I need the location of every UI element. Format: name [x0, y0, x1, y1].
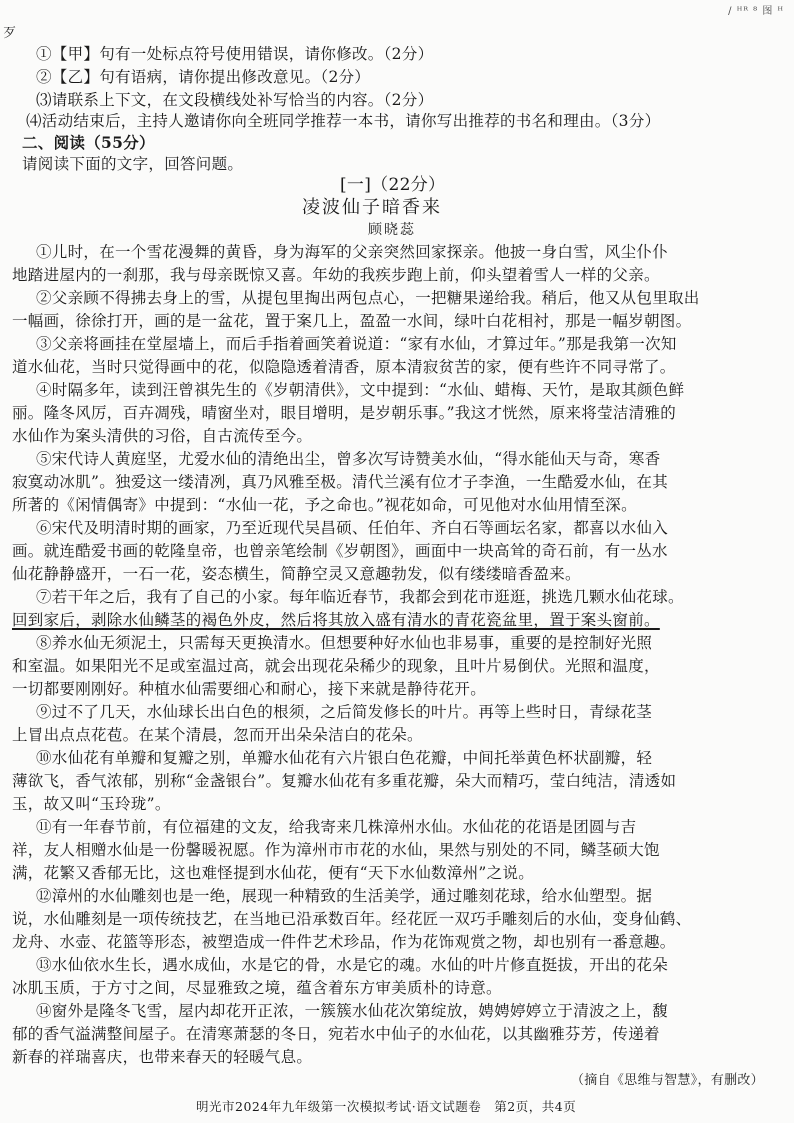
instruction: 请阅读下面的文字，回答问题。 [22, 155, 244, 173]
para-8-line-2: 和室温。如果阳光不足或室温过高，就会出现花朵稀少的现象，且叶片易倒伏。光照和温度， [12, 657, 660, 675]
para-2-line-1: ②父亲顾不得拂去身上的雪，从提包里掏出两包点心，一把糖果递给我。稍后，他又从包里取出 [36, 289, 700, 307]
para-2-line-2: 一幅画，徐徐打开，画的是一盆花，置于案几上，盈盈一水间，绿叶白花相衬，那是一幅岁朝图。 [12, 312, 692, 330]
para-1-line-1: ①儿时，在一个雪花漫舞的黄昏，身为海军的父亲突然回家探亲。他披一身白雪，风尘仆仆 [36, 243, 669, 261]
para-11-line-3: 满，花繁又香郁无比，这也难怪提到水仙花，便有“天下水仙数漳州”之说。 [12, 864, 535, 882]
para-4-line-2: 丽。隆冬风厉，百卉凋残，晴窗坐对，眼目增明，是岁朝乐事。”我这才恍然，原来将莹洁清雅的 [12, 404, 677, 422]
corner-mark: / ᴴᴿ ⁸ 图 ᴴ [728, 6, 784, 17]
para-13-line-1: ⑬水仙依水生长，遇水成仙，水是它的骨，水是它的魂。水仙的叶片修直挺拔，开出的花朵 [36, 956, 669, 974]
para-14-line-3: 新春的祥瑞喜庆，也带来春天的轻暖气息。 [12, 1048, 313, 1066]
question-4: ⑷活动结束后，主持人邀请你向全班同学推荐一本书，请你写出推荐的书名和理由。（3分） [26, 112, 661, 130]
page-footer: 明光市2024年九年级第一次模拟考试·语文试题卷 第2页，共4页 [196, 1099, 577, 1114]
para-11-line-2: 祥，友人相赠水仙是一份馨暖祝愿。作为漳州市市花的水仙，果然与别处的不同，鳞茎硕大饱 [12, 841, 660, 859]
para-5-line-3: 所著的《闲情偶寄》中提到：“水仙一花，予之命也。”视花如命，可见他对水仙用情至深。 [12, 496, 637, 514]
article-title: 凌波仙子暗香来 [302, 197, 442, 218]
para-9-line-2: 上冒出点点花苞。在某个清晨，忽而开出朵朵洁白的花朵。 [12, 726, 423, 744]
para-3-line-2: 道水仙花，当时只觉得画中的花，似隐隐透着清香，原本清寂贫苦的家，便有些许不同寻常了。 [12, 358, 676, 376]
author: 顾晓蕊 [368, 222, 416, 238]
para-4-line-1: ④时隔多年，读到汪曾祺先生的《岁朝清供》，文中提到：“水仙、蜡梅、天竹，是取其颜色鲜 [36, 381, 685, 399]
margin-mark: 歹 [3, 26, 17, 41]
question-2: ②【乙】句有语病，请你提出修改意见。（2分） [36, 68, 371, 86]
para-8-line-1: ⑧养水仙无须泥土，只需每天更换清水。但想要种好水仙也非易事，重要的是控制好光照 [36, 634, 653, 652]
para-6-line-3: 仙花静静盛开，一石一花，姿态横生，简静空灵又意趣勃发，似有缕缕暗香盈来。 [12, 565, 581, 583]
para-13-line-2: 冰肌玉质，于方寸之间，尽显雅致之境，蕴含着东方审美质朴的诗意。 [12, 979, 502, 997]
para-10-line-1: ⑩水仙花有单瓣和复瓣之别，单瓣水仙花有六片银白色花瓣，中间托举黄色杯状副瓣，轻 [36, 749, 653, 767]
para-6-line-1: ⑥宋代及明清时期的画家，乃至近现代吴昌硕、任伯年、齐白石等画坛名家，都喜以水仙入 [36, 519, 669, 537]
para-10-line-2: 薄欲飞，香气浓郁，别称“金盏银台”。复瓣水仙花有多重花瓣，朵大而精巧，莹白纯洁，清透如 [12, 772, 677, 790]
para-14-line-2: 郁的香气溢满整间屋子。在清寒萧瑟的冬日，宛若水中仙子的水仙花，以其幽雅芬芳，传递着 [12, 1025, 660, 1043]
source-note: （摘自《思维与智慧》，有删改） [570, 1073, 764, 1088]
para-14-line-1: ⑭窗外是隆冬飞雪，屋内却花开正浓，一簇簇水仙花次第绽放，娉娉婷婷立于清波之上，馥 [36, 1002, 669, 1020]
para-11-line-1: ⑪有一年春节前，有位福建的文友，给我寄来几株漳州水仙。水仙花的花语是团圆与吉 [36, 818, 637, 836]
section-heading: 二、阅读（55分） [22, 133, 155, 152]
para-10-line-3: 玉，故又叫“玉玲珑”。 [12, 795, 171, 813]
para-3-line-1: ③父亲将画挂在堂屋墙上，而后手指着画笑着说道：“家有水仙，才算过年。”那是我第一次知 [36, 335, 677, 353]
para-9-line-1: ⑨过不了几天，水仙球长出白色的根须，之后简发修长的叶片。再等上些时日，青绿花茎 [36, 703, 653, 721]
question-3: ⑶请联系上下文，在文段横线处补写恰当的内容。（2分） [36, 91, 434, 109]
para-4-line-3: 水仙作为案头清供的习俗，自古流传至今。 [12, 427, 313, 445]
para-5-line-1: ⑤宋代诗人黄庭坚，尤爱水仙的清绝出尘，曾多次写诗赞美水仙，“得水能仙天与奇，寒香 [36, 450, 661, 468]
question-1: ①【甲】句有一处标点符号使用错误，请你修改。（2分） [36, 45, 434, 63]
part-label: [一]（22分） [340, 175, 446, 195]
para-8-line-3: 一切都要刚刚好。种植水仙需要细心和耐心，接下来就是静待花开。 [12, 680, 487, 698]
para-1-line-2: 地踏进屋内的一刹那，我与母亲既惊又喜。年幼的我疾步跑上前，仰头望着雪人一样的父亲。 [12, 266, 660, 284]
para-5-line-2: 寂寞动冰肌”。独爱这一缕清冽，真乃风雅至极。清代兰溪有位才子李渔，一生酷爱水仙，在其 [12, 473, 669, 491]
para-7-line-2-underlined: 回到家后，剥除水仙鳞茎的褐色外皮，然后将其放入盛有清水的青花瓷盆里，置于案头窗前。 [12, 611, 660, 629]
para-6-line-2: 画。就连酷爱书画的乾隆皇帝，也曾亲笔绘制《岁朝图》，画面中一块高耸的奇石前，有一丛水 [12, 542, 668, 560]
para-12-line-3: 龙舟、水壶、花篮等形态，被塑造成一件件艺术珍品，作为花饰观赏之物，却也别有一番意趣。 [12, 933, 676, 951]
para-7-line-1: ⑦若干年之后，我有了自己的小家。每年临近春节，我都会到花市逛逛，挑选几颗水仙花球。 [36, 588, 684, 606]
para-12-line-1: ⑫漳州的水仙雕刻也是一绝，展现一种精致的生活美学，通过雕刻花球，给水仙塑型。据 [36, 887, 653, 905]
para-12-line-2: 说，水仙雕刻是一项传统技艺，在当地已沿承数百年。经花匠一双巧手雕刻后的水仙，变身仙鹤、 [12, 910, 692, 928]
